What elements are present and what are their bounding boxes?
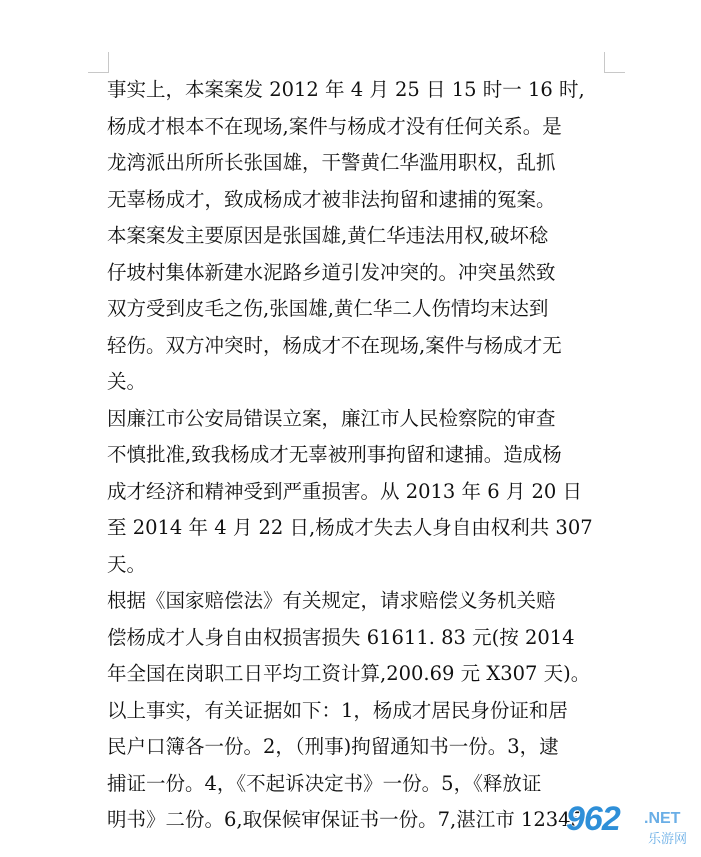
text-line: 轻伤。双方冲突时，杨成才不在现场,案件与杨成才无 <box>107 333 562 357</box>
text-line: 事实上，本案案发 2012 年 4 月 25 日 15 时一 16 时, <box>107 78 585 101</box>
text-line: 仔坡村集体新建水泥路乡道引发冲突的。冲突虽然致 <box>107 260 556 284</box>
text-line: 不慎批准,致我杨成才无辜被刑事拘留和逮捕。造成杨 <box>107 443 562 466</box>
text-line: 因廉江市公安局错误立案，廉江市人民检察院的审查 <box>107 406 556 430</box>
text-line: 捕证一份。4，《不起诉决定书》一份。5，《释放证 <box>107 771 542 795</box>
watermark-number: 962 <box>566 800 620 838</box>
text-line: 无辜杨成才，致成杨成才被非法拘留和逮捕的冤案。 <box>107 187 556 211</box>
watermark-suffix: .NET <box>644 810 681 827</box>
text-line: 至 2014 年 4 月 22 日,杨成才失去人身自由权利共 307 <box>107 516 593 539</box>
text-line: 关。 <box>107 370 147 393</box>
text-line: 本案案发主要原因是张国雄,黄仁华违法用权,破坏稔 <box>107 224 549 247</box>
text-line: 明书》二份。6,取保候审保证书一份。7,湛江市 12345 <box>107 808 583 831</box>
site-watermark-logo <box>566 800 698 854</box>
text-line: 偿杨成才人身自由权损害损失 61611. 83 元(按 2014 <box>107 625 575 649</box>
text-line: 年全国在岗职工日平均工资计算,200.69 元 X307 天)。 <box>107 662 591 685</box>
text-line: 成才经济和精神受到严重损害。从 2013 年 6 月 20 日 <box>107 479 583 503</box>
text-line: 双方受到皮毛之伤,张国雄,黄仁华二人伤情均末达到 <box>107 297 549 320</box>
text-line: 天。 <box>107 552 147 576</box>
text-line: 龙湾派出所所长张国雄，干警黄仁华滥用职权，乱抓 <box>107 151 556 174</box>
margin-corner-top-left <box>88 52 109 73</box>
margin-corner-top-right <box>604 52 625 73</box>
document-body <box>107 72 607 839</box>
text-line: 民户口簿各一份。2，（刑事)拘留通知书一份。3，逮 <box>107 735 559 758</box>
text-line: 杨成才根本不在现场,案件与杨成才没有任何关系。是 <box>107 114 562 138</box>
text-line: 以上事实，有关证据如下：1，杨成才居民身份证和居 <box>107 698 568 722</box>
text-line: 根据《国家赔偿法》有关规定，请求赔偿义务机关赔 <box>107 589 556 612</box>
watermark-site-name: 乐游网 <box>648 832 688 847</box>
